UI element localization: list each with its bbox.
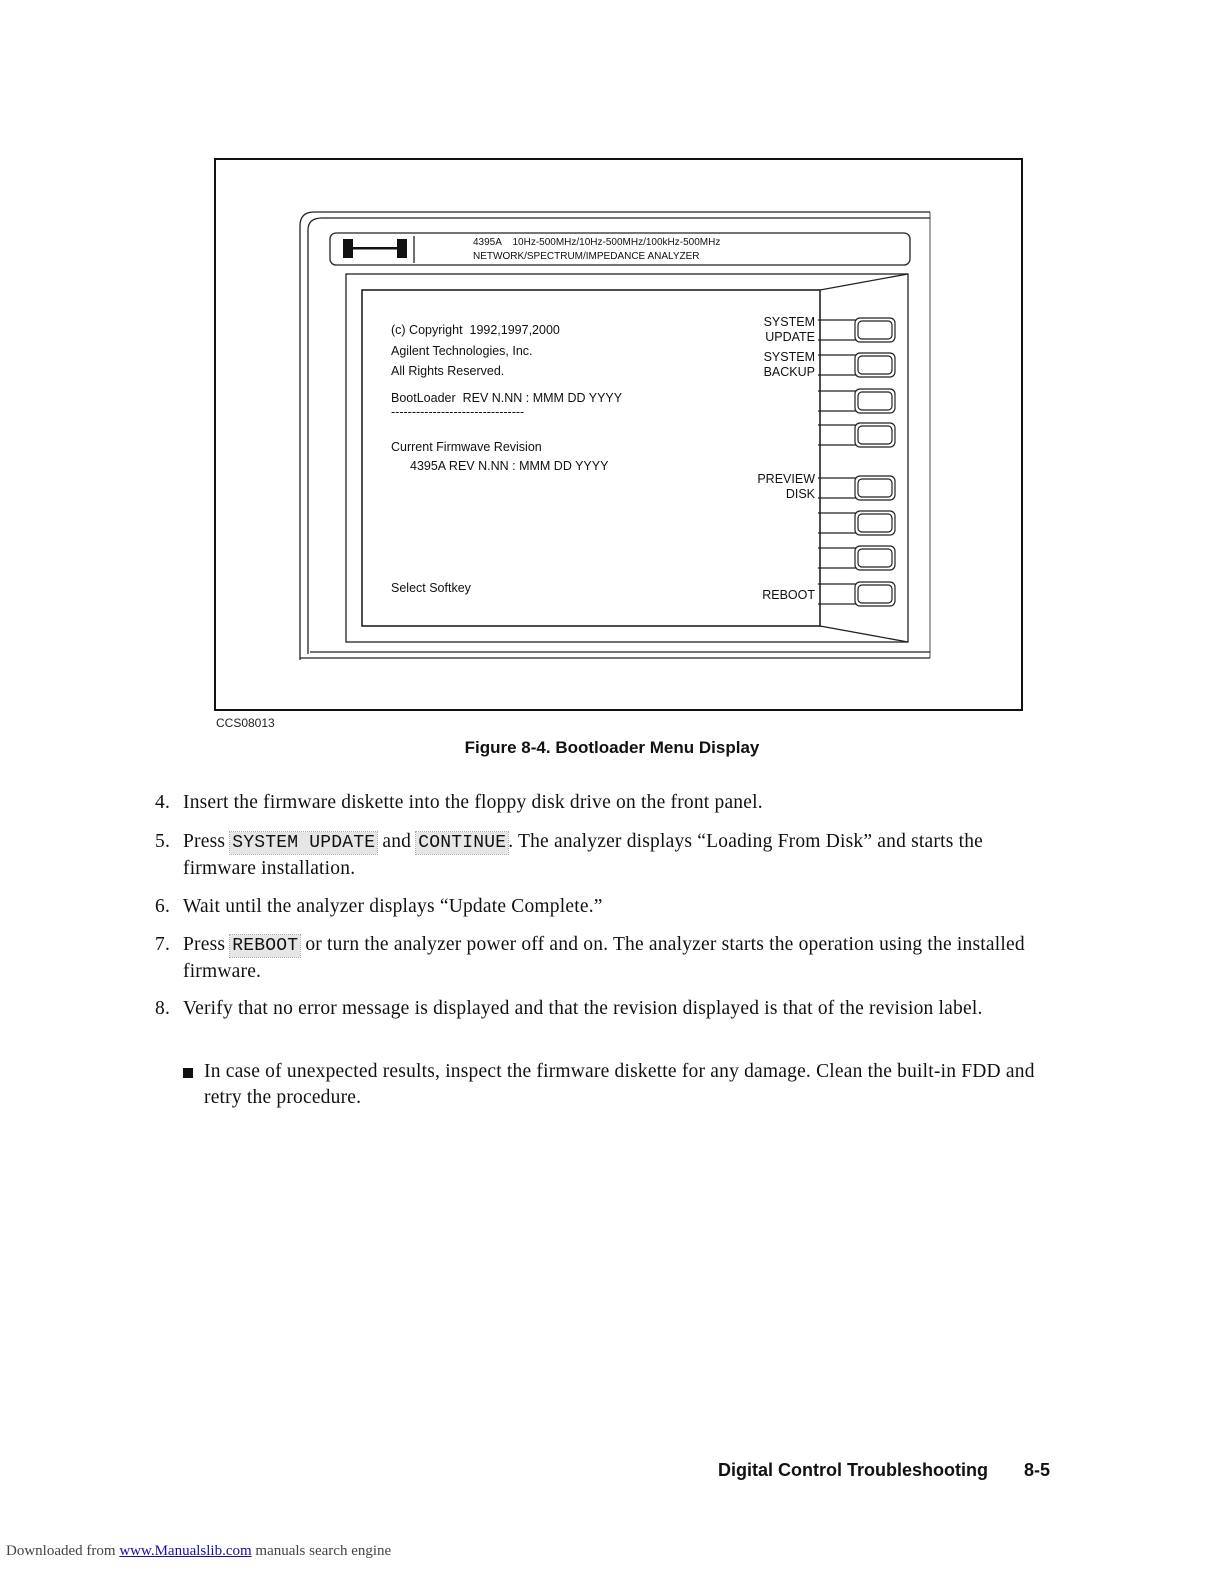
download-notice xyxy=(6,1543,391,1560)
softkey-2-button xyxy=(818,353,895,377)
download-prefix: Downloaded from xyxy=(6,1543,120,1559)
instrument-type-line: NETWORK/SPECTRUM/IMPEDANCE ANALYZER xyxy=(473,251,700,262)
step-text: Insert the firmware diskette into the floppy disk drive on the front panel. xyxy=(183,792,763,813)
softkey-preview-disk-label: PREVIEW DISK xyxy=(757,472,815,501)
step-number: 8. xyxy=(155,998,171,1019)
step-number: 6. xyxy=(155,896,171,917)
step-5 xyxy=(155,829,1035,882)
analyzer-illustration xyxy=(0,0,1224,720)
step-6 xyxy=(155,894,1035,920)
figure-id: CCS08013 xyxy=(216,716,275,730)
softkey-8-button xyxy=(818,582,895,606)
step-number: 4. xyxy=(155,792,171,813)
step-7 xyxy=(155,932,1035,985)
step-4 xyxy=(155,790,1035,816)
step-number: 5. xyxy=(155,831,171,852)
page-number: 8-5 xyxy=(1024,1460,1051,1480)
softkey-3-button xyxy=(818,389,895,413)
step-number: 7. xyxy=(155,934,171,955)
step-text: Verify that no error message is displayed and that the revision displayed is that of the revision label. xyxy=(183,998,983,1019)
step-text-part: Press xyxy=(183,934,231,955)
softkey-5-button xyxy=(818,476,895,500)
softkey-system-backup-label: SYSTEM BACKUP xyxy=(763,350,815,379)
softkey-reboot-label: REBOOT xyxy=(762,588,815,602)
reboot-key: REBOOT xyxy=(232,936,299,956)
step-text-part: and xyxy=(377,831,417,852)
step-text xyxy=(183,932,1035,985)
softkey-4-button xyxy=(818,423,895,447)
bootloader-revision-line: BootLoader REV N.NN : MMM DD YYYY xyxy=(391,391,623,405)
system-update-key: SYSTEM UPDATE xyxy=(232,833,376,853)
softkey-7-button xyxy=(818,546,895,570)
footer-section-title: Digital Control Troubleshooting xyxy=(718,1460,988,1480)
brand-logo-icon xyxy=(343,239,407,258)
instrument-model-line: 4395A 10Hz-500MHz/10Hz-500MHz/100kHz-500MHz xyxy=(473,237,721,248)
softkey-1-button xyxy=(818,318,895,342)
bullet-item xyxy=(183,1059,1038,1111)
step-text xyxy=(183,829,1035,882)
current-firmware-line: Current Firmwave Revision xyxy=(391,440,542,454)
softkey-6-button xyxy=(818,511,895,535)
softkey-system-update-label: SYSTEM UPDATE xyxy=(763,315,815,344)
square-bullet-icon xyxy=(183,1068,193,1078)
company-line: Agilent Technologies, Inc. xyxy=(391,344,533,358)
step-text-part: or turn the analyzer power off and on. The analyzer starts the operation using the installed firmware. xyxy=(183,934,1025,982)
rights-line: All Rights Reserved. xyxy=(391,364,505,378)
step-text-part: . The analyzer displays “Loading From Disk” and starts the firmware installation. xyxy=(183,831,983,879)
copyright-line: (c) Copyright 1992,1997,2000 xyxy=(391,323,560,337)
manualslib-link[interactable]: www.Manualslib.com xyxy=(119,1543,252,1559)
bullet-text: In case of unexpected results, inspect the firmware diskette for any damage. Clean the built-in FDD and retry the procedure. xyxy=(204,1061,1035,1108)
continue-key: CONTINUE xyxy=(418,833,507,853)
step-text-part: Press xyxy=(183,831,231,852)
step-8 xyxy=(155,996,1035,1022)
download-suffix: manuals search engine xyxy=(251,1543,392,1559)
dashes-line: -------------------------------- xyxy=(391,405,525,419)
figure-caption: Figure 8-4. Bootloader Menu Display xyxy=(464,738,760,757)
select-softkey-prompt: Select Softkey xyxy=(391,581,471,595)
step-text: Wait until the analyzer displays “Update Complete.” xyxy=(183,896,603,917)
firmware-revision-line: 4395A REV N.NN : MMM DD YYYY xyxy=(410,459,609,473)
